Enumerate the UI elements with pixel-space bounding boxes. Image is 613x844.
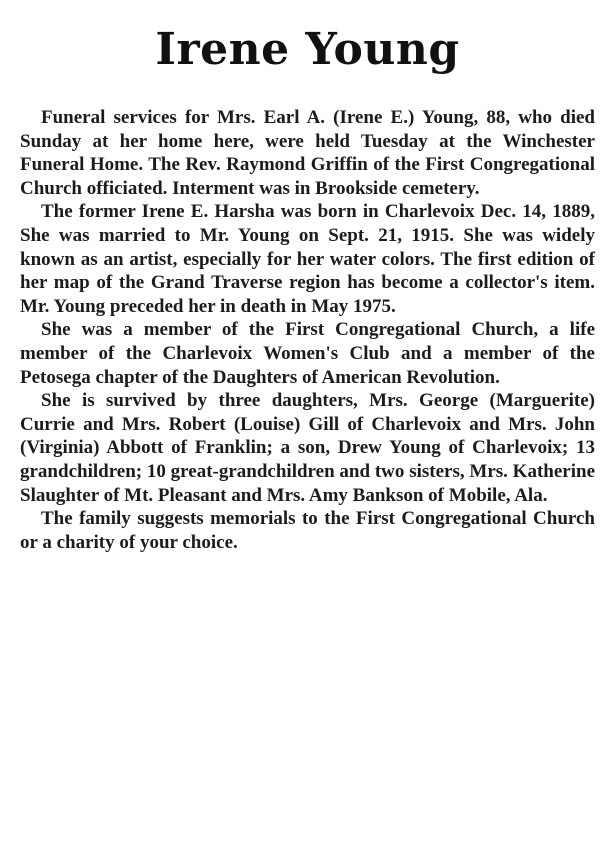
headline: Irene Young [155, 24, 460, 75]
paragraph-funeral-services: Funeral services for Mrs. Earl A. (Irene E.) Young, 88, who died Sunday at her home here, were held Tuesday at the Winchester Funeral Home. The Rev. Raymond Griffin of the First Congregational Church officiated. Interment was in Brookside cemetery. [20, 107, 595, 199]
paragraph-memorials: The family suggests memorials to the First Congregational Church or a charity of your choice. [20, 508, 595, 553]
paragraph-biography: The former Irene E. Harsha was born in Charlevoix Dec. 14, 1889, She was married to Mr. Young on Sept. 21, 1915. She was widely known as an artist, especially for her water colors. The first edition of her map of the Grand Traverse region has become a collector's item. Mr. Young preceded her in death in May 1975. [20, 201, 595, 317]
article-body [20, 106, 595, 554]
paragraph-survivors: She is survived by three daughters, Mrs. George (Marguerite) Currie and Mrs. Robert (Louise) Gill of Charlevoix and Mrs. John (Virginia) Abbott of Franklin; a son, Drew Young of Charlevoix; 13 grandchildren; 10 great-grandchildren and two sisters, Mrs. Katherine Slaughter of Mt. Pleasant and Mrs. Amy Bankson of Mobile, Ala. [20, 390, 595, 506]
paragraph-memberships: She was a member of the First Congregational Church, a life member of the Charlevoix Women's Club and a member of the Petosega chapter of the Daughters of American Revolution. [20, 319, 595, 388]
